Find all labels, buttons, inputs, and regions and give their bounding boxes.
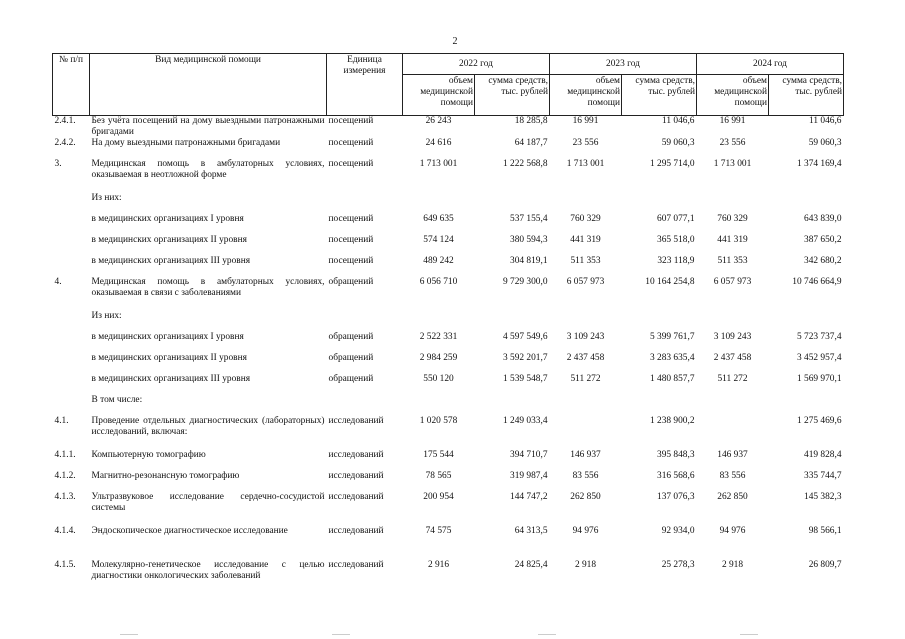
sum-2022: 319 987,4: [510, 471, 548, 481]
sum-2022: 64 187,7: [514, 138, 548, 148]
volume-2024: 16 991: [719, 116, 746, 126]
sum-2024: 1 374 169,4: [796, 159, 842, 169]
header-year-2023: 2023 год: [550, 54, 697, 75]
row-code: [53, 395, 90, 416]
volume-2022: 2 522 331: [419, 332, 458, 342]
page-number: 2: [452, 36, 458, 47]
volume-2023: 2 437 458: [566, 353, 605, 363]
volume-2022: 1 020 578: [419, 416, 458, 426]
volume-2024: 94 976: [719, 526, 746, 536]
volume-2022: 2 984 259: [419, 353, 458, 363]
volume-2024: 83 556: [719, 471, 746, 481]
table-row: [53, 116, 844, 139]
row-code: 2.4.1.: [54, 116, 76, 126]
volume-2023: 441 319: [570, 235, 601, 245]
volume-2022: [403, 193, 475, 214]
volume-2024: [697, 311, 769, 332]
row-code: [53, 193, 90, 214]
sum-2023: 395 848,3: [657, 450, 695, 460]
sum-2022: [475, 311, 550, 332]
row-name: Компьютерную томографию: [91, 450, 206, 460]
sum-2024: 1 275 469,6: [796, 416, 842, 426]
sum-2024: 387 650,2: [804, 235, 842, 245]
volume-2024: 511 353: [717, 256, 748, 266]
row-code: [53, 214, 90, 235]
row-unit: исследований: [328, 416, 384, 426]
table-row: [53, 256, 844, 277]
sum-2024: 10 746 664,9: [792, 277, 842, 287]
table-row: [53, 311, 844, 332]
header-sum-2023: сумма средств, тыс. рублей: [622, 75, 697, 116]
sum-2023: 137 076,3: [657, 492, 695, 502]
sum-2024: 145 382,3: [804, 492, 842, 502]
sum-2022: 9 729 300,0: [502, 277, 548, 287]
volume-2023: 760 329: [570, 214, 601, 224]
row-unit: [327, 193, 403, 214]
sum-2022: 3 592 201,7: [502, 353, 548, 363]
sum-2024: 59 060,3: [808, 138, 842, 148]
volume-2022: 26 243: [425, 116, 452, 126]
table-row: [53, 374, 844, 395]
row-unit: посещений: [328, 256, 374, 266]
row-name: Эндоскопическое диагностическое исследование: [91, 526, 288, 536]
sum-2023: 607 077,1: [657, 214, 695, 224]
volume-2023: 83 556: [572, 471, 599, 481]
volume-2023: 16 991: [572, 116, 599, 126]
volume-2023: [550, 311, 622, 332]
sum-2023: [622, 395, 697, 416]
row-unit: посещений: [328, 138, 374, 148]
sum-2023: [622, 193, 697, 214]
scan-artifact: [538, 634, 556, 635]
table-row: [53, 416, 844, 450]
sum-2024: 419 828,4: [804, 450, 842, 460]
sum-2022: 537 155,4: [510, 214, 548, 224]
volume-2024: 511 272: [717, 374, 748, 384]
sum-2024: 335 744,7: [804, 471, 842, 481]
sum-2022: 1 222 568,8: [502, 159, 548, 169]
sum-2023: 1 480 857,7: [649, 374, 695, 384]
volume-2024: [697, 193, 769, 214]
row-code: 4.: [54, 277, 62, 287]
sum-2023: 25 278,3: [661, 560, 695, 570]
row-name: Медицинская помощь в амбулаторных условиях, оказываемая в связи с заболеваниями: [91, 277, 325, 298]
row-name: в медицинских организациях II уровня: [91, 353, 247, 363]
row-code: [53, 235, 90, 256]
volume-2024: 3 109 243: [713, 332, 752, 342]
row-name: Проведение отдельных диагностических (лабораторных) исследований, включая:: [91, 416, 325, 437]
sum-2023: 59 060,3: [661, 138, 695, 148]
volume-2023: 262 850: [570, 492, 601, 502]
volume-2024: 441 319: [717, 235, 748, 245]
row-name: в медицинских организациях III уровня: [91, 374, 251, 384]
volume-2022: [403, 395, 475, 416]
volume-2024: 23 556: [719, 138, 746, 148]
scan-artifact: [120, 634, 138, 635]
volume-2023: [550, 416, 622, 450]
volume-2022: 74 575: [425, 526, 452, 536]
volume-2024: 2 437 458: [713, 353, 752, 363]
row-unit: исследований: [328, 471, 384, 481]
volume-2022: 175 544: [423, 450, 454, 460]
row-unit: обращений: [328, 277, 374, 287]
volume-2022: [403, 311, 475, 332]
row-name: в медицинских организациях I уровня: [91, 332, 244, 342]
volume-2022: 1 713 001: [419, 159, 458, 169]
row-name: Без учёта посещений на дому выездными патронажными бригадами: [91, 116, 325, 137]
table-row: [53, 395, 844, 416]
table-row: [53, 471, 844, 492]
header-sum-2024: сумма средств, тыс. рублей: [769, 75, 844, 116]
header-sum-2022: сумма средств, тыс. рублей: [475, 75, 550, 116]
volume-2022: 200 954: [423, 492, 454, 502]
volume-2024: [697, 416, 769, 450]
sum-2023: 365 518,0: [657, 235, 695, 245]
row-name: в медицинских организациях III уровня: [91, 256, 251, 266]
row-code: 4.1.1.: [54, 450, 76, 460]
volume-2023: 23 556: [572, 138, 599, 148]
sum-2022: 1 539 548,7: [502, 374, 548, 384]
sum-2023: 3 283 635,4: [649, 353, 695, 363]
row-unit: обращений: [328, 353, 374, 363]
sum-2022: 64 313,5: [514, 526, 548, 536]
row-code: 4.1.4.: [54, 526, 76, 536]
scan-artifact: [740, 634, 758, 635]
volume-2022: 6 056 710: [419, 277, 458, 287]
volume-2023: 94 976: [572, 526, 599, 536]
table-row: [53, 492, 844, 526]
header-care-type: Вид медицинской помощи: [90, 54, 327, 116]
row-name: Из них:: [91, 311, 122, 321]
row-unit: обращений: [328, 332, 374, 342]
sum-2022: 144 747,2: [510, 492, 548, 502]
volume-2022: 78 565: [425, 471, 452, 481]
row-name: Магнитно-резонансную томографию: [91, 471, 240, 481]
sum-2023: 5 399 761,7: [649, 332, 695, 342]
volume-2024: [697, 395, 769, 416]
sum-2022: 18 285,8: [514, 116, 548, 126]
table-row: [53, 332, 844, 353]
volume-2024: 760 329: [717, 214, 748, 224]
sum-2024: 1 569 970,1: [796, 374, 842, 384]
volume-2022: 489 242: [423, 256, 454, 266]
row-name: Из них:: [91, 193, 122, 203]
row-unit: посещений: [328, 159, 374, 169]
row-unit: посещений: [328, 214, 374, 224]
volume-2023: 2 918: [574, 560, 597, 570]
row-code: [53, 256, 90, 277]
sum-2024: 98 566,1: [808, 526, 842, 536]
sum-2023: 316 568,6: [657, 471, 695, 481]
sum-2022: 1 249 033,4: [502, 416, 548, 426]
row-name: в медицинских организациях I уровня: [91, 214, 244, 224]
row-name: в медицинских организациях II уровня: [91, 235, 247, 245]
row-unit: исследований: [328, 526, 384, 536]
sum-2024: 11 046,6: [809, 116, 842, 126]
volume-2022: 24 616: [425, 138, 452, 148]
row-name: В том числе:: [91, 395, 143, 405]
row-name: Молекулярно-генетическое исследование с целью диагностики онкологических заболеваний: [91, 560, 325, 581]
row-code: 4.1.5.: [54, 560, 76, 570]
table-row: [53, 193, 844, 214]
table-row: [53, 560, 844, 594]
sum-2023: 11 046,6: [662, 116, 695, 126]
volume-2024: 6 057 973: [713, 277, 752, 287]
volume-2023: 3 109 243: [566, 332, 605, 342]
table-row: [53, 450, 844, 471]
row-code: 4.1.: [54, 416, 69, 426]
volume-2023: [550, 193, 622, 214]
sum-2023: 1 295 714,0: [649, 159, 695, 169]
row-name: Ультразвуковое исследование сердечно-сосудистой системы: [91, 492, 325, 513]
sum-2022: [475, 395, 550, 416]
volume-2022: 574 124: [423, 235, 454, 245]
sum-2024: 26 809,7: [808, 560, 842, 570]
table-row: [53, 277, 844, 311]
sum-2023: 92 934,0: [661, 526, 695, 536]
row-code: [53, 374, 90, 395]
volume-2024: 146 937: [717, 450, 748, 460]
sum-2024: 342 680,2: [804, 256, 842, 266]
sum-2024: [769, 311, 844, 332]
header-volume-2022: объем медицинской помощи: [403, 75, 475, 116]
volume-2023: 6 057 973: [566, 277, 605, 287]
sum-2022: 4 597 549,6: [502, 332, 548, 342]
row-unit: обращений: [328, 374, 374, 384]
volume-2023: 146 937: [570, 450, 601, 460]
header-unit: Единица измерения: [327, 54, 403, 116]
volume-2023: 1 713 001: [566, 159, 605, 169]
row-code: 4.1.2.: [54, 471, 76, 481]
row-unit: посещений: [328, 116, 374, 126]
row-code: [53, 332, 90, 353]
table-row: [53, 138, 844, 159]
sum-2023: 323 118,9: [657, 256, 695, 266]
row-code: 4.1.3.: [54, 492, 76, 502]
row-unit: исследований: [328, 560, 384, 570]
sum-2022: 304 819,1: [510, 256, 548, 266]
header-number: № п/п: [53, 54, 90, 116]
volume-2022: 649 635: [423, 214, 454, 224]
volume-2024: 2 918: [721, 560, 744, 570]
row-code: [53, 311, 90, 332]
row-unit: посещений: [328, 235, 374, 245]
table-row: [53, 214, 844, 235]
row-unit: исследований: [328, 492, 384, 502]
row-unit: исследований: [328, 450, 384, 460]
volume-2022: 2 916: [427, 560, 450, 570]
sum-2022: 380 594,3: [510, 235, 548, 245]
sum-2023: 1 238 900,2: [649, 416, 695, 426]
header-volume-2024: объем медицинской помощи: [697, 75, 769, 116]
volume-2023: 511 353: [570, 256, 601, 266]
sum-2022: 394 710,7: [510, 450, 548, 460]
row-name: Медицинская помощь в амбулаторных условиях, оказываемая в неотложной форме: [91, 159, 325, 180]
sum-2022: 24 825,4: [514, 560, 548, 570]
row-name: На дому выездными патронажными бригадами: [91, 138, 281, 148]
scan-artifact: [332, 634, 350, 635]
sum-2024: 3 452 957,4: [796, 353, 842, 363]
sum-2023: [622, 311, 697, 332]
sum-2023: 10 164 254,8: [645, 277, 695, 287]
row-code: 2.4.2.: [54, 138, 76, 148]
sum-2024: 5 723 737,4: [796, 332, 842, 342]
table-row: [53, 353, 844, 374]
header-year-2022: 2022 год: [403, 54, 550, 75]
row-code: [53, 353, 90, 374]
sum-2022: [475, 193, 550, 214]
row-unit: [327, 311, 403, 332]
volume-2023: [550, 395, 622, 416]
sum-2024: [769, 193, 844, 214]
sum-2024: 643 839,0: [804, 214, 842, 224]
row-unit: [327, 395, 403, 416]
sum-2024: [769, 395, 844, 416]
medical-care-table: [52, 53, 844, 594]
table-row: [53, 235, 844, 256]
header-volume-2023: объем медицинской помощи: [550, 75, 622, 116]
volume-2024: 262 850: [717, 492, 748, 502]
header-year-2024: 2024 год: [697, 54, 844, 75]
volume-2022: 550 120: [423, 374, 454, 384]
table-row: [53, 526, 844, 560]
table-row: [53, 159, 844, 193]
row-code: 3.: [54, 159, 62, 169]
volume-2023: 511 272: [570, 374, 601, 384]
volume-2024: 1 713 001: [713, 159, 752, 169]
